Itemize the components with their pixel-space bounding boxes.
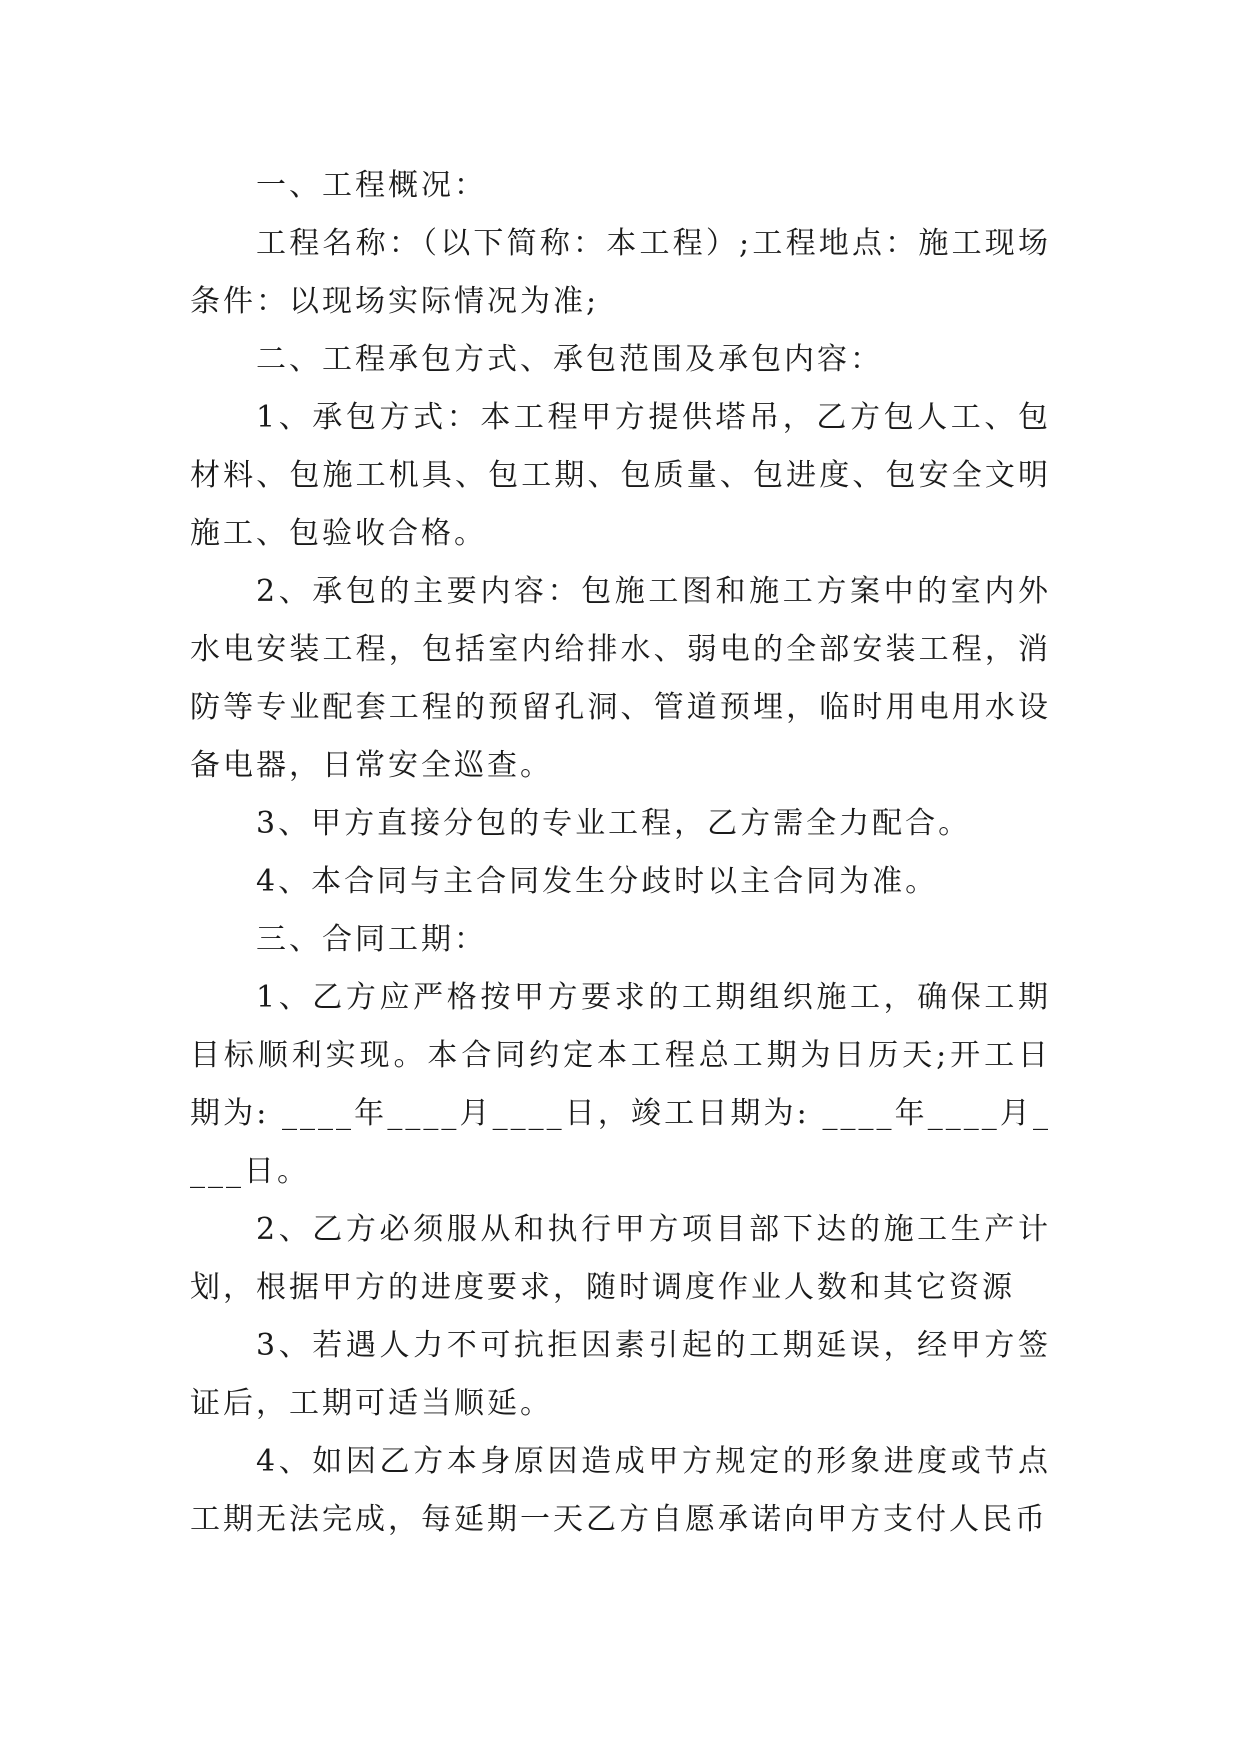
paragraph-contract-method: 1、承包方式：本工程甲方提供塔吊，乙方包人工、包材料、包施工机具、包工期、包质量、包进度、包安全文明施工、包验收合格。: [190, 400, 1051, 551]
section-heading-duration: 三、合同工期：: [256, 922, 487, 957]
paragraph-direct-subcontract: 3、甲方直接分包的专业工程，乙方需全力配合。: [256, 806, 972, 841]
section-heading-overview: 一、工程概况：: [256, 168, 487, 203]
document-body: [190, 157, 1051, 1549]
paragraph-delay-penalty: 4、如因乙方本身原因造成甲方规定的形象进度或节点工期无法完成，每延期一天乙方自愿承诺向甲方支付人民币: [190, 1444, 1051, 1537]
paragraph-project-name: 工程名称：（以下简称：本工程）;工程地点：施工现场条件：以现场实际情况为准;: [190, 226, 1051, 319]
paragraph-production-plan: 2、乙方必须服从和执行甲方项目部下达的施工生产计划，根据甲方的进度要求，随时调度作业人数和其它资源: [190, 1212, 1051, 1305]
paragraph-contract-content: 2、承包的主要内容：包施工图和施工方案中的室内外水电安装工程，包括室内给排水、弱电的全部安装工程，消防等专业配套工程的预留孔洞、管道预埋，临时用电用水设备电器，日常安全巡查。: [190, 574, 1051, 783]
section-heading-contracting: 二、工程承包方式、承包范围及承包内容：: [256, 342, 883, 377]
paragraph-force-majeure: 3、若遇人力不可抗拒因素引起的工期延误，经甲方签证后，工期可适当顺延。: [190, 1328, 1051, 1421]
paragraph-duration-dates: 1、乙方应严格按甲方要求的工期组织施工，确保工期目标顺利实现。本合同约定本工程总工期为日历天;开工日期为: ____年____月____日，竣工日期为: ____年____月____日。: [190, 980, 1051, 1189]
paragraph-main-contract-priority: 4、本合同与主合同发生分歧时以主合同为准。: [256, 864, 939, 899]
